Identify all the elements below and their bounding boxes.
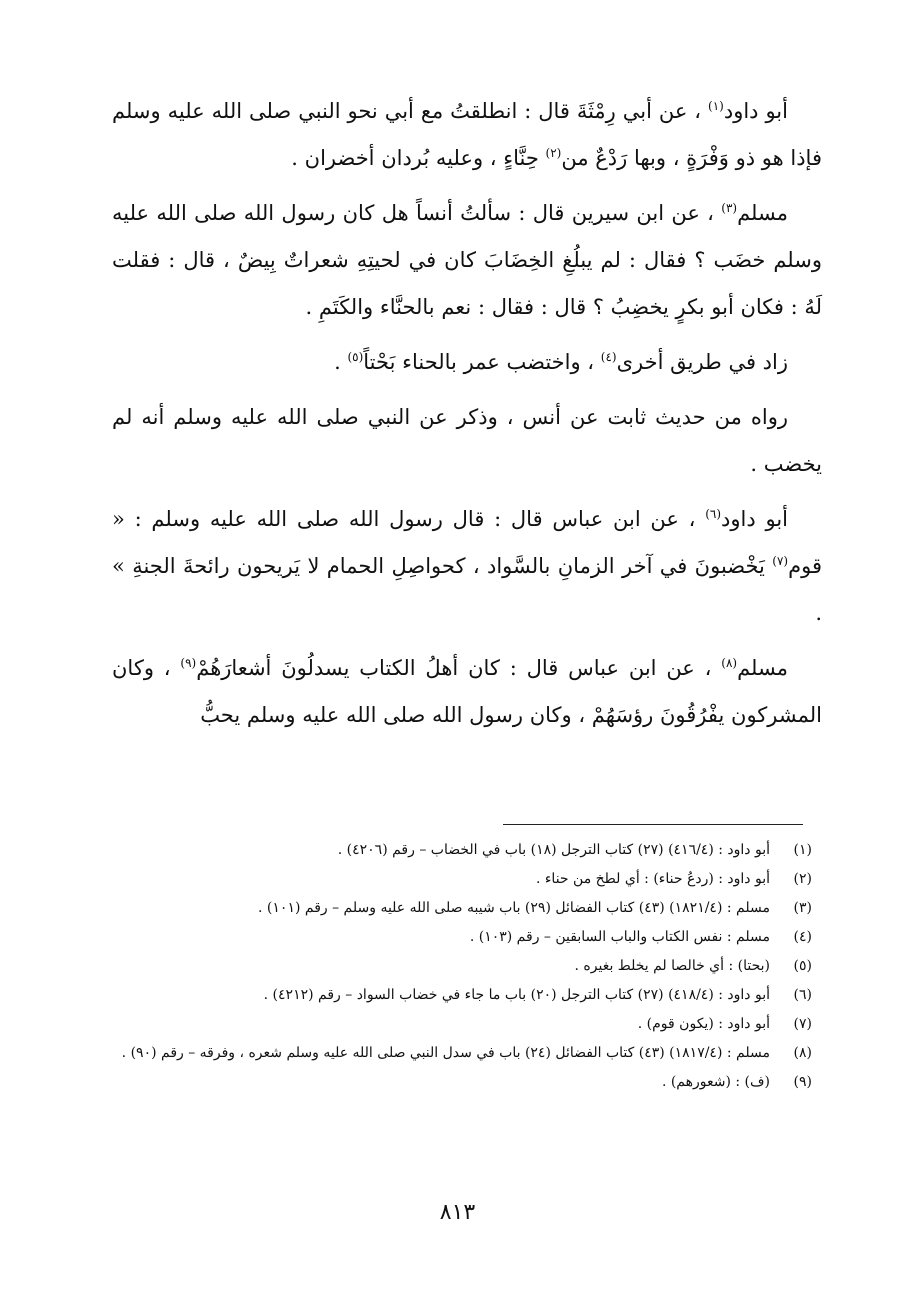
footnote-number: (٣) [793, 900, 812, 916]
paragraph-text: ، عن ابن عباس قال : كان أهلُ الكتاب يسدلُونَ أشعارَهُمْ [196, 656, 722, 680]
footnote-marker: (٨) [721, 656, 738, 670]
footnote-text: أبو داود : (٤١٦/٤) (٢٧) كتاب الترجل (١٨) باب في الخضاب – رقم (٤٢٠٦) . [337, 842, 770, 858]
footnote [112, 923, 812, 952]
footnote-text: أبو داود : (٤١٨/٤) (٢٧) كتاب الترجل (٢٠) باب ما جاء في خضاب السواد – رقم (٤٢١٢) . [263, 987, 770, 1003]
footnote-text: (ف) : (شعورهم) . [661, 1074, 770, 1090]
paragraph-text: ، عن أبي رِمْثَةَ قال : انطلقتُ مع أبي نحو النبي صلى الله عليه وسلم فإذا هو ذو وَفْرَةٍ ، وبها رَدْعٌ من [112, 99, 822, 170]
footnote-number: (٢) [793, 871, 812, 887]
footnote [112, 1039, 812, 1068]
paragraph-text: حِنَّاءٍ ، وعليه بُردان أخضران . [291, 146, 546, 170]
main-text [112, 88, 822, 747]
paragraph-text: ، عن ابن سيرين قال : سألتُ أنساً هل كان رسول الله صلى الله عليه وسلم خضَب ؟ فقال : لم يبلُغِ الخِضَابَ كان في لحيتِهِ شعراتٌ بِيضٌ ، قال : فقلت لَهُ : فكان أبو بكرٍ يخضِبُ ؟ قال : فقال : نعم بالحنَّاء والكَتَمِ . [112, 201, 822, 319]
footnote-marker: (٥) [347, 350, 364, 364]
paragraph-text: ، واختضب عمر بالحناء بَحْتاً [363, 350, 601, 374]
paragraph [112, 339, 822, 386]
footnote-number: (١) [793, 842, 812, 858]
paragraph-text: يَخْضبونَ في آخر الزمانِ بالسَّواد ، كحواصِلِ الحمام لا يَريحون رائحةَ الجنةِ » . [112, 554, 822, 625]
footnote [112, 1068, 812, 1097]
paragraph-text: زاد في طريق أخرى [616, 350, 788, 374]
footnote-text: أبو داود : (يكون قوم) . [637, 1016, 770, 1032]
page-number: ٨١٣ [439, 1200, 476, 1225]
footnote [112, 981, 812, 1010]
paragraph [112, 88, 822, 182]
paragraph-text: أبو داود [721, 507, 788, 531]
paragraph-text: ، عن ابن عباس قال : قال رسول الله صلى الله عليه وسلم : « قوم [112, 507, 822, 578]
footnote [112, 836, 812, 865]
paragraph [112, 190, 822, 331]
paragraph [112, 394, 822, 488]
footnote-text: (بحتا) : أي خالصا لم يخلط بغيره . [574, 958, 770, 974]
footnote-number: (٦) [793, 987, 812, 1003]
footnote-number: (٤) [793, 929, 812, 945]
paragraph-text: . [334, 350, 348, 374]
footnote-marker: (٧) [772, 554, 789, 568]
footnote-number: (٨) [793, 1045, 812, 1061]
footnote-marker: (٩) [180, 656, 197, 670]
footnote [112, 952, 812, 981]
footnote-marker: (٤) [600, 350, 617, 364]
paragraph-text: ، وكان المشركون يفْرُقُونَ رؤسَهُمْ ، وكان رسول الله صلى الله عليه وسلم يحبُّ [112, 656, 822, 727]
footnote-marker: (٢) [545, 146, 562, 160]
footnote-number: (٥) [793, 958, 812, 974]
paragraph-text: مسلم [737, 201, 788, 225]
footnote-number: (٩) [793, 1074, 812, 1090]
paragraph [112, 496, 822, 637]
footnote-marker: (٣) [721, 201, 738, 215]
footnote [112, 1010, 812, 1039]
footnote-text: مسلم : (١٨١٧/٤) (٤٣) كتاب الفضائل (٢٤) باب في سدل النبي صلى الله عليه وسلم شعره ، وفرقه – رقم (٩٠) . [121, 1045, 770, 1061]
footnote-separator [503, 824, 803, 825]
footnote-marker: (٦) [705, 507, 722, 521]
paragraph-text: رواه من حديث ثابت عن أنس ، وذكر عن النبي صلى الله عليه وسلم أنه لم يخضب . [112, 405, 822, 476]
paragraph-text: مسلم [737, 656, 788, 680]
footnote-text: مسلم : نفس الكتاب والباب السابقين – رقم (١٠٣) . [469, 929, 770, 945]
paragraph [112, 645, 822, 739]
footnote-marker: (١) [708, 99, 724, 113]
paragraph-text: أبو داود [723, 99, 788, 123]
footnote-text: أبو داود : (ردعُ حناء) : أي لطخ من حناء . [535, 871, 770, 887]
footnote-number: (٧) [793, 1016, 812, 1032]
footnotes [112, 836, 812, 1097]
footnote [112, 894, 812, 923]
footnote [112, 865, 812, 894]
footnote-text: مسلم : (١٨٢١/٤) (٤٣) كتاب الفضائل (٢٩) باب شيبه صلى الله عليه وسلم – رقم (١٠١) . [258, 900, 770, 916]
